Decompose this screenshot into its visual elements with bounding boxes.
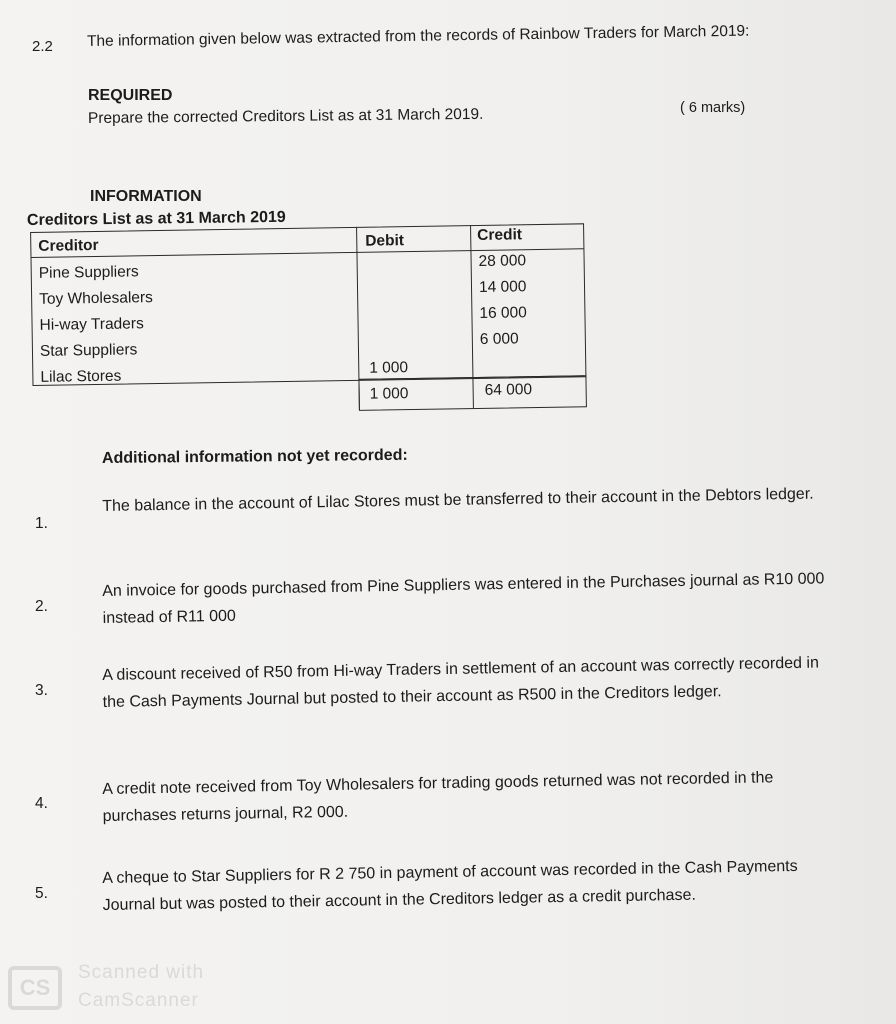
- watermark-line-2: CamScanner: [78, 990, 199, 1011]
- item-number: 4.: [35, 795, 48, 812]
- item-number: 3.: [35, 682, 48, 699]
- additional-info-heading: Additional information not yet recorded:: [101, 446, 408, 467]
- row-creditor: Toy Wholesalers: [39, 289, 153, 308]
- required-heading: REQUIRED: [88, 87, 173, 104]
- row-credit: 28 000: [478, 252, 527, 270]
- column-header-debit: Debit: [365, 232, 405, 250]
- row-credit: 6 000: [479, 330, 519, 348]
- column-header-creditor: Creditor: [38, 236, 99, 255]
- information-heading: INFORMATION: [90, 188, 202, 205]
- row-credit: 14 000: [478, 278, 527, 296]
- item-text: A discount received of R50 from Hi-way Traders in settlement of an account was correctly recorded in the Cash Payments Journal but posted to their account as R500 in the Creditors ledger.: [102, 654, 820, 711]
- item-number: 5.: [35, 885, 48, 902]
- creditors-list-title: Creditors List as at 31 March 2019: [26, 208, 286, 229]
- row-credit: 16 000: [479, 304, 527, 322]
- item-text: An invoice for goods purchased from Pine Suppliers was entered in the Purchases journal as R10 000 instead of R11 000: [102, 570, 825, 627]
- required-text: Prepare the corrected Creditors List as at 31 March 2019.: [87, 105, 484, 127]
- camscanner-watermark: [8, 962, 238, 1018]
- item-text: A credit note received from Toy Wholesalers for trading goods returned was not recorded in the purchases returns journal, R2 000.: [102, 769, 774, 825]
- item-text: A cheque to Star Suppliers for R 2 750 in payment of account was recorded in the Cash Payments Journal but was posted to their account in the Creditors ledger as a credit purchase.: [102, 857, 798, 914]
- watermark-line-1: Scanned with: [78, 962, 205, 983]
- item-number: 2.: [35, 598, 48, 615]
- item-text: The balance in the account of Lilac Stores must be transferred to their account in the Debtors ledger.: [102, 485, 814, 515]
- row-creditor: Pine Suppliers: [38, 263, 139, 282]
- column-header-credit: Credit: [477, 226, 523, 244]
- camscanner-logo-icon: CS: [8, 966, 62, 1010]
- row-creditor: Star Suppliers: [39, 341, 138, 360]
- row-debit: 1 000: [369, 359, 409, 377]
- row-creditor: Hi-way Traders: [39, 315, 144, 334]
- item-number: 1.: [35, 515, 48, 532]
- question-intro: The information given below was extracted from the records of Rainbow Traders for March 2019:: [86, 22, 750, 50]
- row-creditor: Lilac Stores: [40, 367, 122, 386]
- creditors-list-table: [30, 217, 595, 414]
- total-debit: 1 000: [369, 385, 409, 403]
- marks-label: ( 6 marks): [680, 100, 746, 116]
- question-number: 2.2: [32, 38, 53, 55]
- total-credit: 64 000: [484, 381, 533, 399]
